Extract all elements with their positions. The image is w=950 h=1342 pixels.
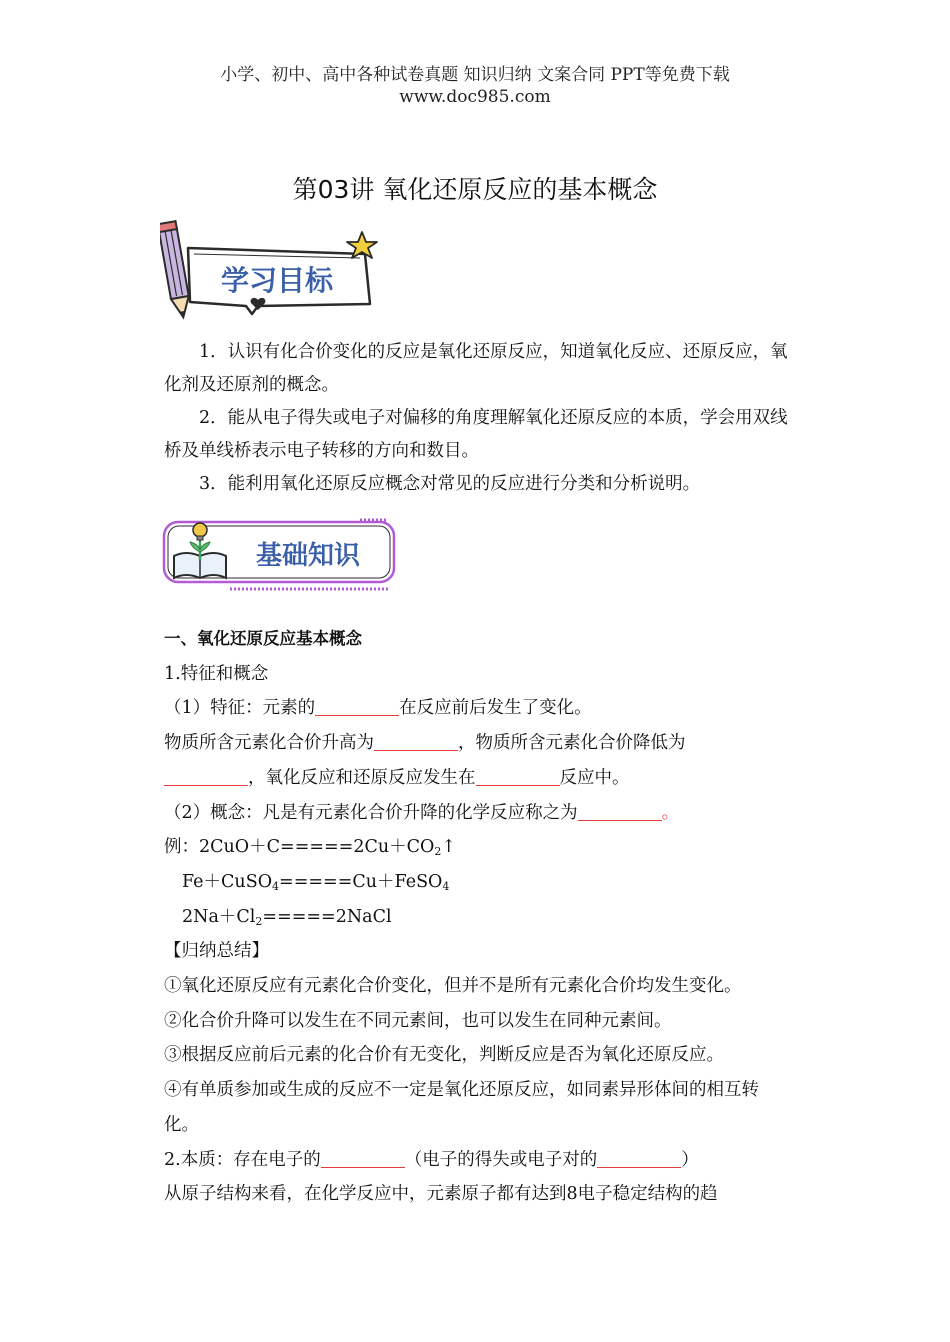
header-url: www.doc985.com xyxy=(399,87,551,107)
goal-item: 2．能从电子得失或电子对偏移的角度理解氧化还原反应的本质，学会用双线桥及单线桥表示电子转移的方向和数目。 xyxy=(164,408,788,461)
goals-banner-label: 学习目标 xyxy=(220,264,334,297)
fill-blank[interactable] xyxy=(315,695,399,716)
summary-item: ②化合价升降可以发生在不同元素间，也可以发生在同种元素间。 xyxy=(164,1010,672,1031)
book-bulb-banner-graphic xyxy=(160,516,400,596)
knowledge-banner xyxy=(160,516,400,596)
atomic-structure-line: 从原子结构来看，在化学反应中，元素原子都有达到8电子稳定结构的趋 xyxy=(164,1184,718,1205)
knowledge-banner-label: 基础知识 xyxy=(255,541,361,571)
pencil-star-banner-graphic xyxy=(160,220,385,324)
essence-line: 2.本质：存在电子的 （电子的得失或电子对的 ） xyxy=(164,1143,790,1178)
feature-line: （1）特征：元素的 在反应前后发生了变化。 xyxy=(164,691,790,726)
section-heading: 一、氧化还原反应基本概念 xyxy=(164,629,362,648)
subheading-features: 1.特征和概念 xyxy=(164,663,269,684)
fill-blank[interactable] xyxy=(476,765,560,786)
summary-title: 【归纳总结】 xyxy=(164,941,269,962)
fill-blank[interactable] xyxy=(374,730,458,751)
fill-blank[interactable] xyxy=(578,800,662,821)
equation-2: Fe＋CuSO$_4$=====Cu＋FeSO$_4$ xyxy=(182,871,450,893)
summary-item: ①氧化还原反应有元素化合价变化，但并不是所有元素化合价均发生变化。 xyxy=(164,976,742,997)
learning-goals xyxy=(164,336,790,501)
summary-item: ③根据反应前后元素的化合价有无变化，判断反应是否为氧化还原反应。 xyxy=(164,1045,724,1066)
goal-item: 1．认识有化合价变化的反应是氧化还原反应，知道氧化反应、还原反应，氧化剂及还原剂的概念。 xyxy=(164,342,788,395)
concept-line: （2）概念：凡是有元素化合价升降的化学反应称之为 。 xyxy=(164,796,790,831)
reduction-line: ，氧化反应和还原反应发生在 反应中。 xyxy=(164,761,790,796)
fill-blank[interactable] xyxy=(597,1147,681,1168)
equation-1: 例：$2CuO+C=====2Cu+CO_2↑$ xyxy=(164,837,457,859)
fill-blank[interactable] xyxy=(164,765,248,786)
goal-item: 3．能利用氧化还原反应概念对常见的反应进行分类和分析说明。 xyxy=(199,474,701,494)
goals-banner xyxy=(160,220,385,324)
pencil-icon xyxy=(160,221,192,319)
page-title: 第03讲 氧化还原反应的基本概念 xyxy=(292,175,658,204)
main-content xyxy=(164,622,790,1212)
page-header xyxy=(0,64,950,108)
header-line-1: 小学、初中、高中各种试卷真题 知识归纳 文案合同 PPT等免费下载 xyxy=(220,65,730,85)
equation-3: $2Na+Cl_2=====2NaCl$ xyxy=(182,906,392,928)
summary-item: ④有单质参加或生成的反应不一定是氧化还原反应，如同素异形体间的相互转化。 xyxy=(164,1080,759,1135)
oxidation-line: 物质所含元素化合价升高为 ，物质所含元素化合价降低为 xyxy=(164,726,790,761)
fill-blank[interactable] xyxy=(321,1147,405,1168)
